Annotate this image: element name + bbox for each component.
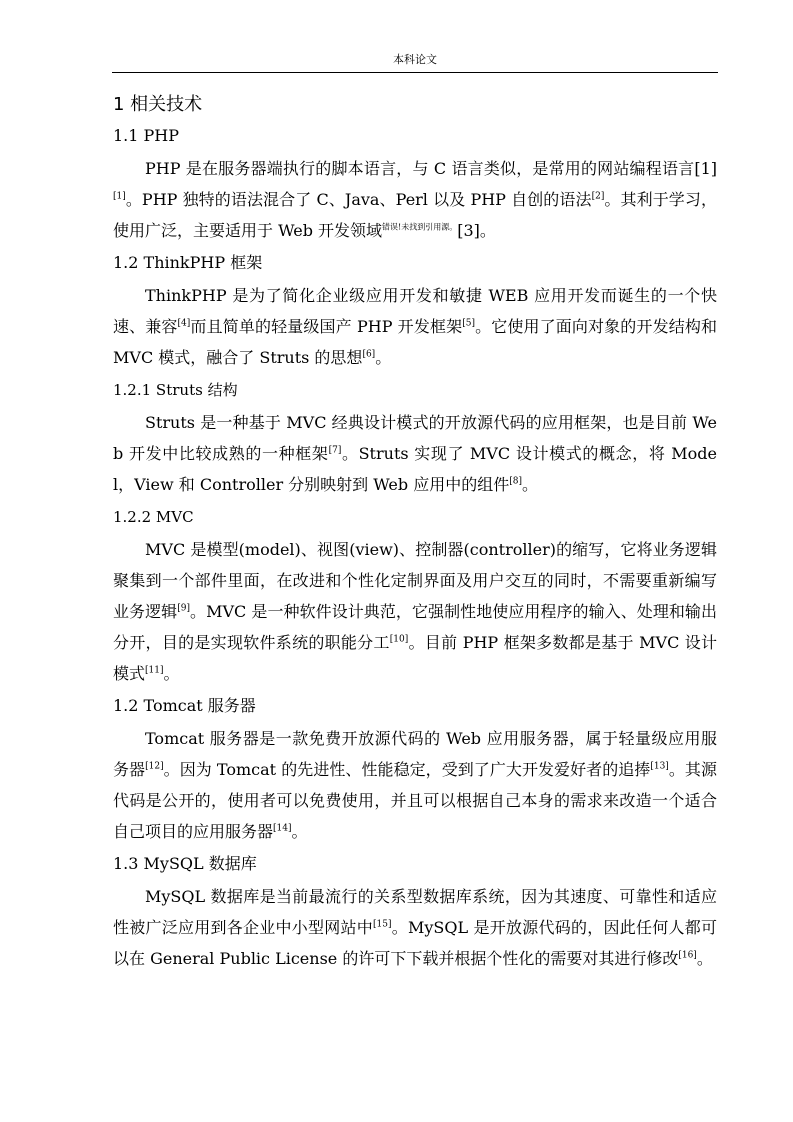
text-run: PHP 是在服务器端执行的脚本语言，与 C 语言类似，是常用的网站编程语言[1] <box>145 159 717 178</box>
text-run: [3]。 <box>457 221 496 240</box>
citation: [16] <box>678 950 697 961</box>
section-1-2-heading: 1.2 ThinkPHP 框架 <box>113 253 263 272</box>
text-run: 。其源代码是公开的，使用者可以免费使用，并且可以根据自己本身的需求来改造一个适合自己项目的应用服务器 <box>113 760 717 841</box>
text-run: Struts 是一种基于 MVC 经典设计模式的开放源代码的应用框架，也是目前 Web 开发中比较成熟的一种框架 <box>113 413 717 463</box>
section-1-3-paragraph <box>113 881 717 974</box>
text-run: MySQL 数据库是当前最流行的关系型数据库系统，因为其速度、可靠性和适应性被广泛应用到各企业中小型网站中 <box>113 887 717 937</box>
text-run: 。PHP 独特的语法混合了 C、Java、Perl 以及 PHP 自创的语法 <box>125 190 592 209</box>
section-1-3-heading: 1.3 MySQL 数据库 <box>113 854 257 873</box>
text-run: Tomcat 服务器是一款免费开放源代码的 Web 应用服务器，属于轻量级应用服务器 <box>113 729 717 779</box>
citation: [2] <box>591 191 605 202</box>
text-run: 。 <box>375 348 392 367</box>
citation: [11] <box>145 665 164 676</box>
text-run: 。MVC 是一种软件设计典范，它强制性地使应用程序的输入、处理和输出分开，目的是实现软件系统的职能分工 <box>113 602 717 652</box>
section-1-2-2-paragraph <box>113 534 717 689</box>
section-tomcat-paragraph <box>113 723 717 847</box>
reference-error: 错误!未找到引用源。 <box>382 222 458 232</box>
citation: [6] <box>362 349 376 360</box>
section-1-heading: 1 相关技术 <box>113 94 203 115</box>
citation: [5] <box>462 318 475 329</box>
page-body <box>113 93 717 974</box>
citation: [8] <box>509 476 522 487</box>
text-run: 。 <box>291 822 308 841</box>
text-run: 。因为 Tomcat 的先进性、性能稳定，受到了广大开发爱好者的追捧 <box>163 760 651 779</box>
text-run: 。Struts 实现了 MVC 设计模式的概念，将 Model，View 和 Controller 分别映射到 Web 应用中的组件 <box>113 444 717 494</box>
header-title: 本科论文 <box>393 53 437 66</box>
citation: [4] <box>177 318 191 329</box>
citation: [1] <box>113 191 126 202</box>
section-1-1-heading: 1.1 PHP <box>113 126 180 145</box>
citation: [9] <box>177 603 190 614</box>
section-1-2-1-paragraph <box>113 407 717 500</box>
page-header <box>112 52 718 68</box>
section-1-2-1-heading: 1.2.1 Struts 结构 <box>113 381 238 399</box>
text-run: 。 <box>163 664 180 683</box>
section-tomcat-heading: 1.2 Tomcat 服务器 <box>113 696 256 715</box>
text-run: 。 <box>696 949 713 968</box>
text-run: 。MySQL 是开放源代码的，因此任何人都可以在 General Public License 的许可下下载并根据个性化的需要对其进行修改 <box>113 918 717 968</box>
text-run: 而且简单的轻量级国产 PHP 开发框架 <box>190 317 463 336</box>
section-1-2-paragraph <box>113 280 717 373</box>
text-run: 。目前 PHP 框架多数都是基于 MVC 设计模式 <box>113 633 717 683</box>
citation: [10] <box>389 634 409 645</box>
section-1-1-paragraph <box>113 153 717 246</box>
citation: [14] <box>273 823 292 834</box>
section-1-2-2-heading: 1.2.2 MVC <box>113 508 194 526</box>
citation: [12] <box>145 761 164 772</box>
citation: [13] <box>650 761 669 772</box>
citation: [7] <box>328 445 342 456</box>
text-run: 。 <box>521 475 538 494</box>
text-run: MVC 是模型(model)、视图(view)、控制器(controller)的缩写，它将业务逻辑聚集到一个部件里面，在改进和个性化定制界面及用户交互的同时，不需要重新编写业务逻辑 <box>113 540 717 621</box>
text-run: 。其利于学习，使用广泛，主要适用于 Web 开发领域 <box>113 190 717 240</box>
citation: [15] <box>373 919 392 930</box>
header-rule <box>112 72 718 73</box>
text-run: 。它使用了面向对象的开发结构和 MVC 模式，融合了 Struts 的思想 <box>113 317 717 367</box>
text-run: ThinkPHP 是为了简化企业级应用开发和敏捷 WEB 应用开发而诞生的一个快速、兼容 <box>113 286 717 336</box>
